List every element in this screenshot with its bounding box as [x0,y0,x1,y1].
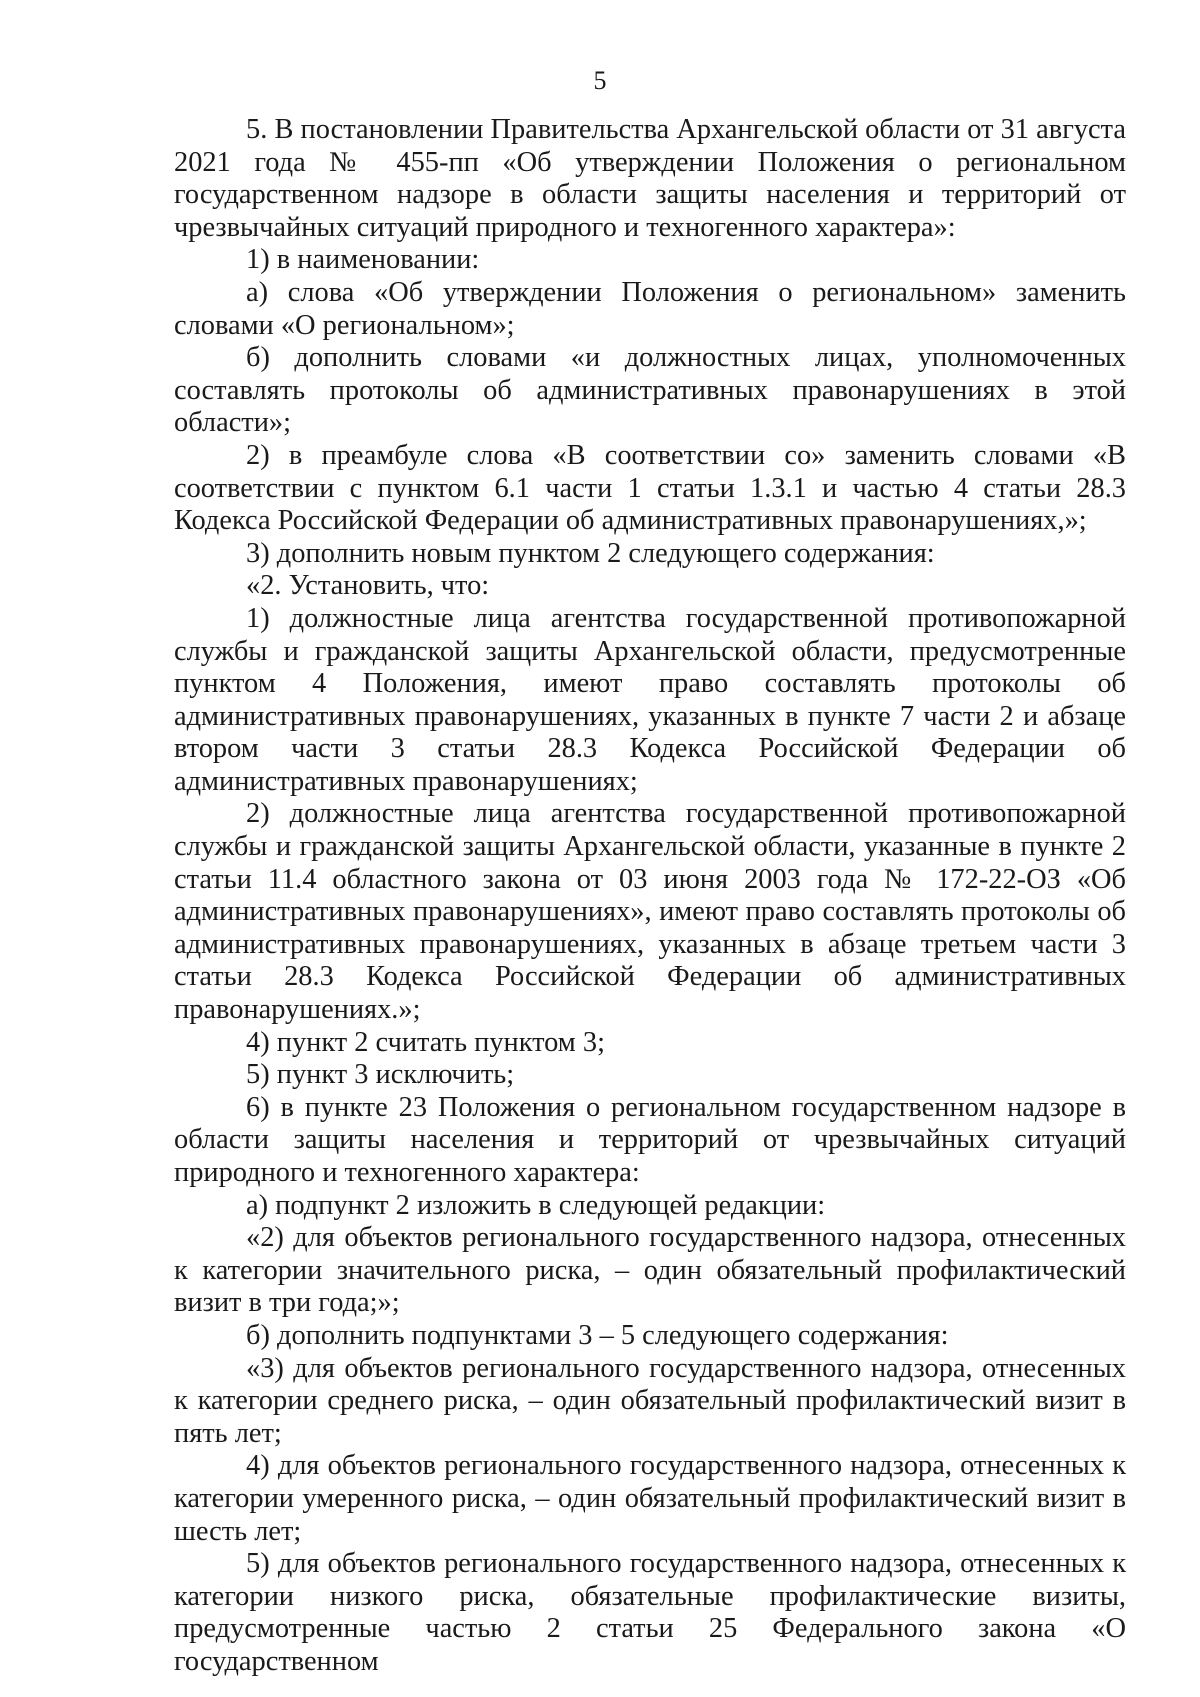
paragraph: «2. Установить, что: [246,570,490,602]
paragraph: «2) для объектов регионального государственного надзора, отнесенных к категории значительного риска, – один обязательный профилактический визит в три года;»; [174,1222,1126,1319]
paragraph: б) дополнить подпунктами 3 – 5 следующего содержания: [246,1319,949,1351]
page-number: 5 [593,66,607,95]
paragraph: 2) должностные лица агентства государственной противопожарной службы и гражданской защиты Архангельской области, указанные в пункте 2 статьи 11.4 областного закона от 03 июня 2003 года № 172-22-ОЗ «Об административных правонарушениях», имеют право составлять протоколы об административных правонарушениях, указанных в абзаце третьем части 3 статьи 28.3 Кодекса Российской Федерации об административных правонарушениях.»; [174,798,1126,1026]
paragraph: 5) для объектов регионального государственного надзора, отнесенных к категории низкого риска, обязательные профилактические визиты, предусмотренные частью 2 статьи 25 Федерального закона «О государственном [174,1548,1126,1677]
paragraph: 2) в преамбуле слова «В соответствии со» заменить словами «В соответствии с пунктом 6.1 части 1 статьи 1.3.1 и частью 4 статьи 28.3 Кодекса Российской Федерации об административных правонарушениях,»; [174,439,1126,537]
paragraph: б) дополнить словами «и должностных лицах, уполномоченных составлять протоколы об административных правонарушениях в этой области»; [174,342,1126,439]
document-body [174,114,1126,1679]
paragraph: 3) дополнить новым пунктом 2 следующего содержания: [246,537,935,569]
paragraph: 1) должностные лица агентства государственной противопожарной службы и гражданской защиты Архангельской области, предусмотренные пунктом 4 Положения, имеют право составлять протоколы об административных правонарушениях, указанных в пункте 7 части 2 и абзаце втором части 3 статьи 28.3 Кодекса Российской Федерации об административных правонарушениях; [174,602,1126,797]
paragraph: а) подпункт 2 изложить в следующей редакции: [246,1189,826,1221]
paragraph: 4) пункт 2 считать пунктом 3; [246,1026,605,1058]
paragraph: 6) в пункте 23 Положения о региональном государственном надзоре в области защиты населения и территорий от чрезвычайных ситуаций природного и техногенного характера: [174,1091,1126,1188]
paragraph: 4) для объектов регионального государственного надзора, отнесенных к категории умеренного риска, – один обязательный профилактический визит в шесть лет; [174,1450,1126,1547]
paragraph: а) слова «Об утверждении Положения о региональном» заменить словами «О региональном»; [174,276,1126,341]
paragraph: 5) пункт 3 исключить; [246,1059,515,1091]
paragraph: 5. В постановлении Правительства Архангельской области от 31 августа 2021 года № 455-пп «Об утверждении Положения о региональном государственном надзоре в области защиты населения и территорий от чрезвычайных ситуаций природного и техногенного характера»: [174,114,1126,243]
paragraph: «3) для объектов регионального государственного надзора, отнесенных к категории среднего риска, – один обязательный профилактический визит в пять лет; [174,1352,1126,1449]
paragraph: 1) в наименовании: [246,244,480,276]
